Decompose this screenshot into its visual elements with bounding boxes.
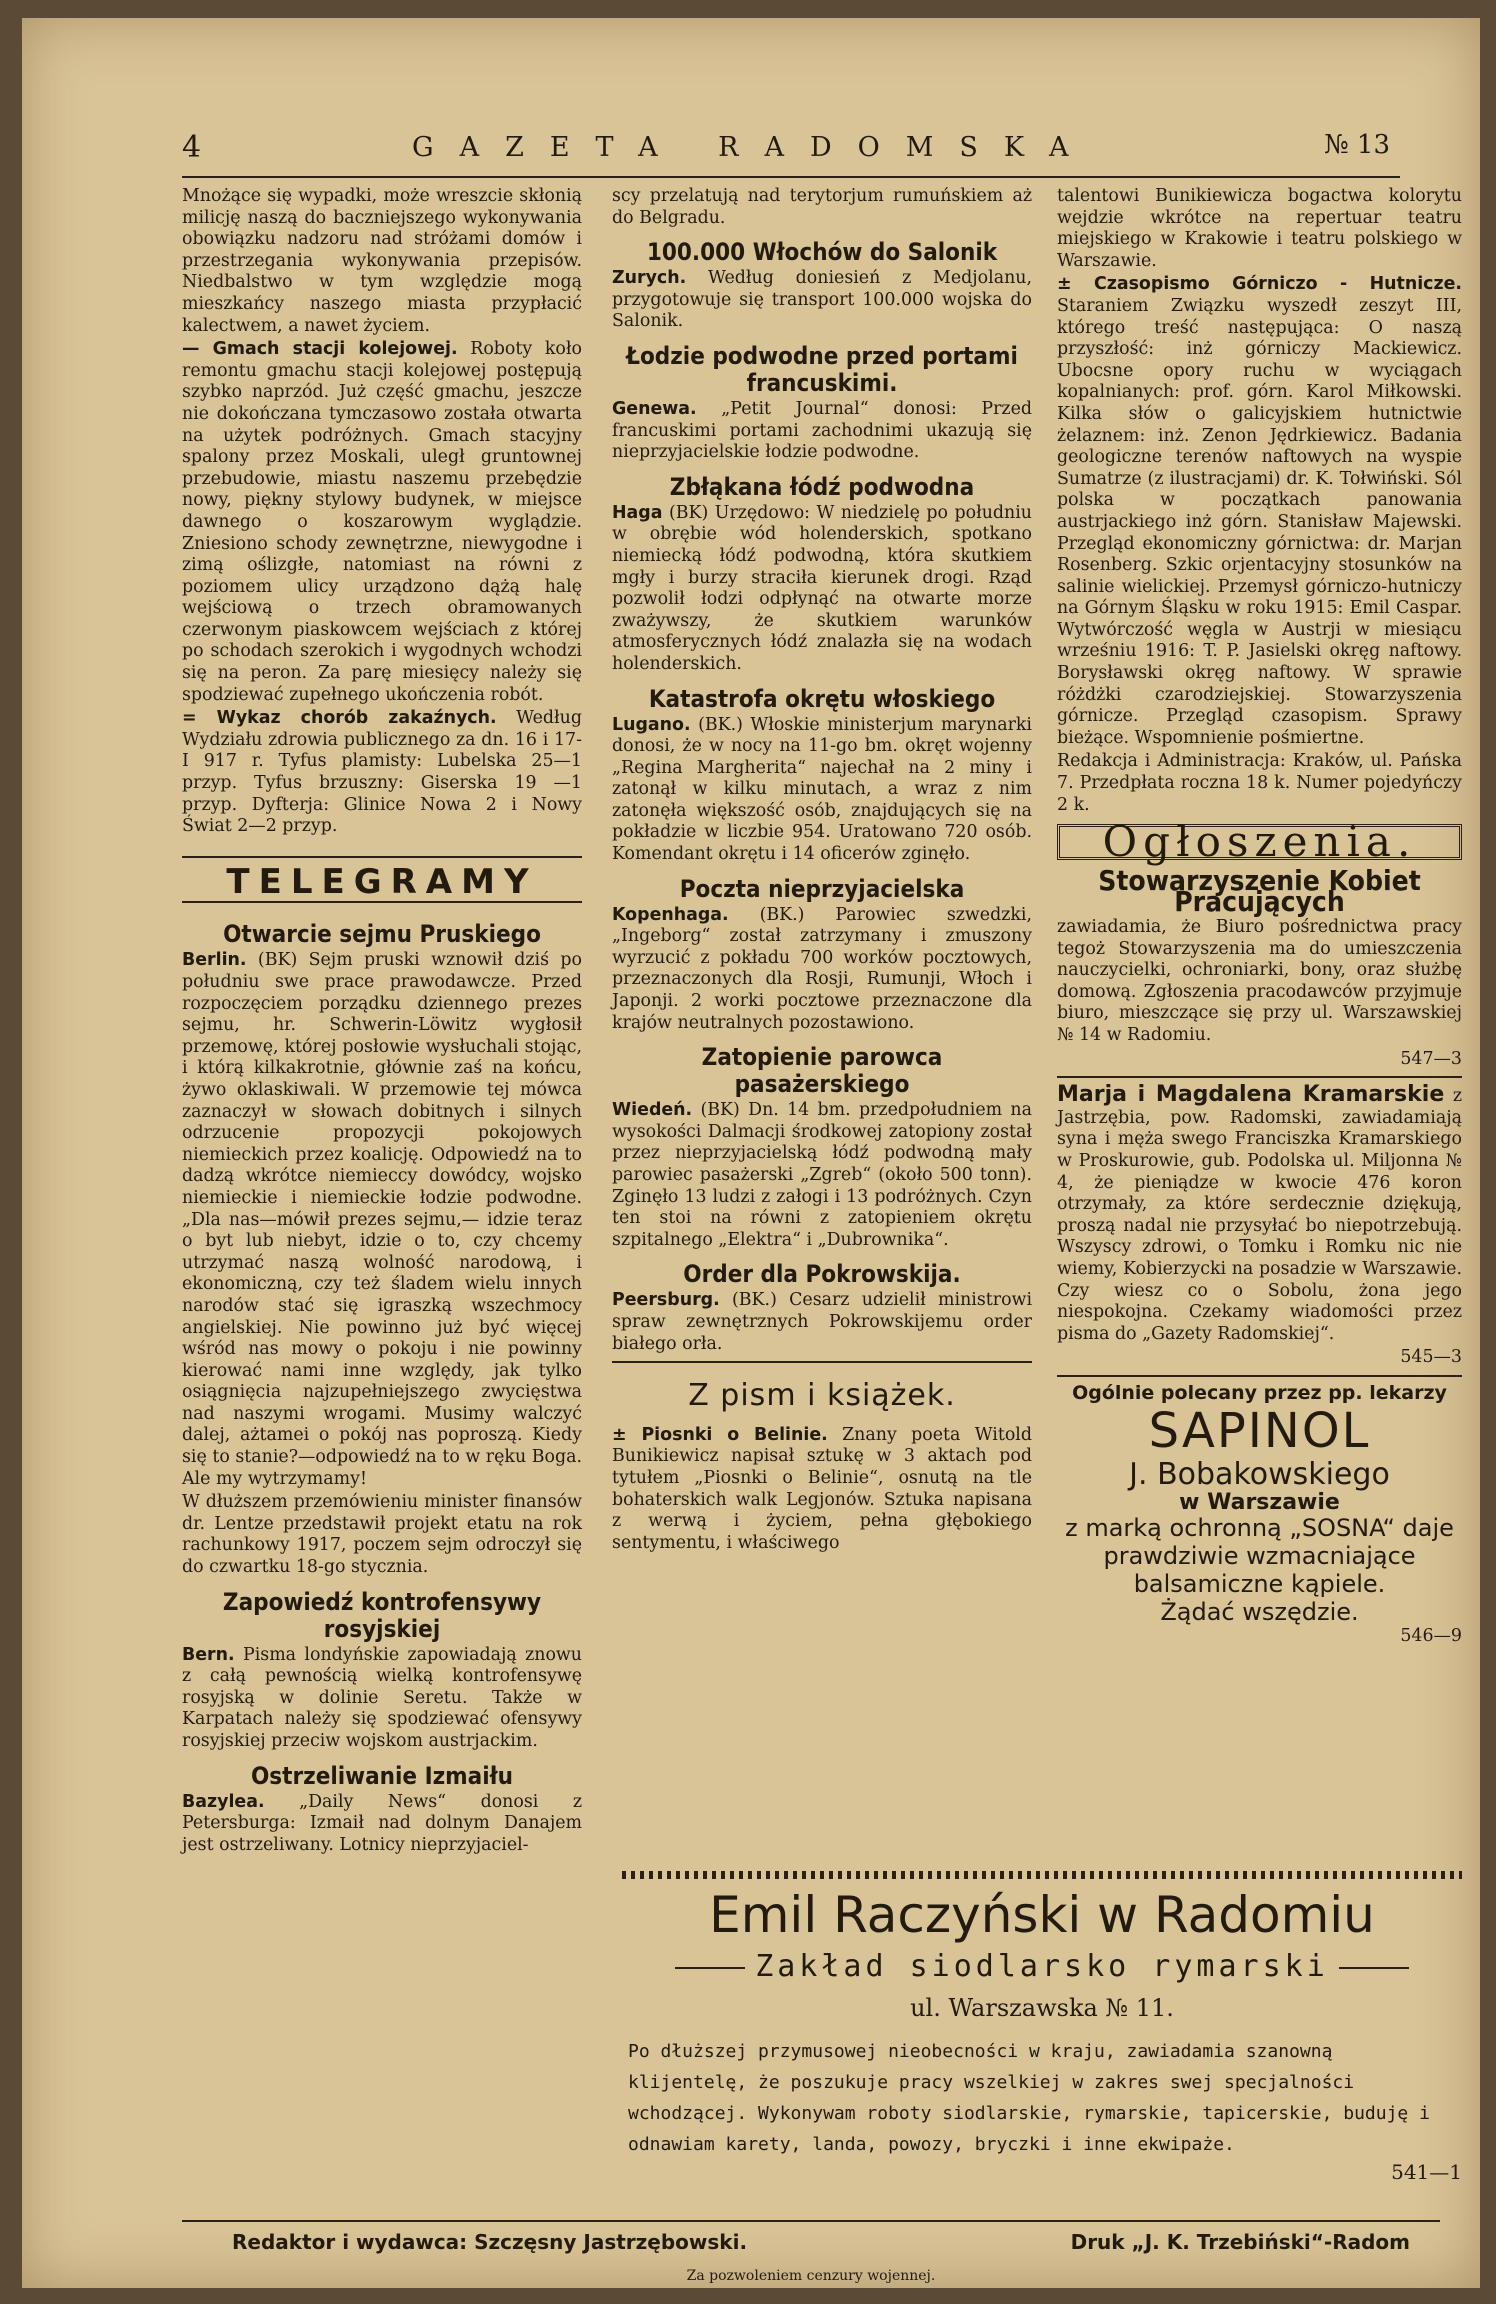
ad-line: J. Bobakowskiego <box>1129 1457 1390 1493</box>
article-text: talentowi Bunikiewicza bogactwa kolorytu wejdzie wkrótce na repertuar teatru miejskiego w Krakowie i teatru polskiego w Warszawie. <box>1057 186 1462 271</box>
ad-body: z Jastrzębia, pow. Radomski, zawiadamiają syna i męża swego Franciszka Kramarskiego w Proskurowie, gub. Podolska ul. Miljonna № 4, że pieniądze w kwocie 476 koron otrzymały, za które serdecznie dziękują, proszą nadal nie przysyłać bo niepotrzebują. Wszyscy zdrowi, o Tomku i Romku nic nie wiemy, Kobierzycki na posadzie w Warszawie. Czy wiesz co o Sobolu, żona jego niespokojna. Czekamy wiadomości przez pisma do „Gazety Radomskiej“. <box>1057 1086 1463 1344</box>
headline: Łodzie podwodne przed portami francuskimi. <box>626 341 1018 397</box>
article-text <box>182 1645 582 1753</box>
column-3 <box>1057 186 1462 1648</box>
decorative-bar <box>1339 1967 1409 1969</box>
ad-brand: SAPINOL <box>1148 1403 1371 1460</box>
headline: Katastrofa okrętu włoskiego <box>648 684 996 713</box>
headline: Ostrzeliwanie Izmaiłu <box>250 1761 514 1790</box>
article-body: (BK) Urzędowo: W niedzielę po południu w obrębie wód holenderskich, spotkano niemiecką łódź podwodną, która skutkiem mgły i burzy straciła kierunek drogi. Rząd pozwolił łodzi odpłynąć na otwarte morze zważywszy, że skutkiem warunków atmosferycznych łódź znalazła się na wodach holenderskich. <box>612 502 1032 674</box>
article-lead: — Gmach stacji kolejowej. <box>182 339 458 360</box>
ad-address: ul. Warszawska № 11. <box>910 1994 1174 2022</box>
ad-text: zawiadamia, że Biuro pośrednictwa pracy tegoż Stowarzyszenia ma do umieszczenia nauczycielki, ochroniarki, bony, oraz służbę domową. Zgłoszenia pracodawców przyjmuje biuro, mieszczące się przy ul. Warszawskiej № 14 w Radomiu. <box>1057 917 1462 1045</box>
sapinol-ad <box>1057 1383 1462 1648</box>
article-body: (BK.) Cesarz udzielił ministrowi spraw zewnętrznych Pokrowskijemu order białego orła. <box>612 1290 1033 1354</box>
ad-ref-number: 547—3 <box>1400 1048 1462 1069</box>
article-body: Według doniesień z Medjolanu, przygotowuje się transport 100.000 wojska do Salonik. <box>612 268 1033 332</box>
ad-text: Po dłuższej przymusowej nieobecności w kraju, zawiadamia szanowną klijentelę, że poszukuje pracy wszelkiej w zakres swej specjalności wchodzącej. Wykonywam roboty siodlarskie, rymarskie, tapicerskie, buduję i odnawiam karety, landa, powozy, bryczki i inne ekwipaże. <box>628 2041 1430 2155</box>
ad-ref-number: 545—3 <box>1400 1347 1462 1368</box>
issue-number: № 13 <box>1324 130 1390 160</box>
article-text: scy przelatują nad terytorjum rumuńskiem aż do Belgradu. <box>612 186 1032 228</box>
article-text <box>612 503 1032 676</box>
ad-ref-number: 546—9 <box>1400 1626 1462 1647</box>
article-text <box>182 1792 582 1857</box>
article-lead: = Wykaz chorób zakaźnych. <box>182 708 497 729</box>
headline: Zbłąkana łódź podwodna <box>669 472 975 501</box>
dateline: Bazylea. <box>182 1791 265 1812</box>
article-lead: ± Piosnki o Belinie. <box>612 1424 828 1445</box>
printer-credit: Druk „J. K. Trzebiński“-Radom <box>1070 2230 1410 2254</box>
article-text: Mnożące się wypadki, może wreszcie skłonią milicję naszą do baczniejszego wykonywania obowiązku nadzoru nad stróżami domów i przestrzegania wykonywania przepisów. Niedbalstwo w tym względzie mogą mieszkańcy naszego miasta przypłacić kalectwem, a nawet życiem. <box>182 186 582 336</box>
article-text: W dłuższem przemówieniu minister finansów dr. Lentze przedstawił projekt etatu na rok rachunkowy 1917, poczem sejm odroczył się do czwartku 18-go stycznia. <box>182 1492 582 1578</box>
page-number: 4 <box>182 130 202 165</box>
header-rule <box>182 176 1400 178</box>
article-lead: ± Czasopismo Górniczo - Hutnicze. <box>1057 274 1462 295</box>
ad-name: Emil Raczyński w Radomiu <box>709 1886 1375 1944</box>
ad-line: z marką ochronną „SOSNA“ daje prawdziwie wzmacniające balsamiczne kąpiele. <box>1065 1514 1454 1599</box>
dateline: Kopenhaga. <box>612 904 729 925</box>
article-text <box>182 950 582 1490</box>
divider <box>1057 1375 1462 1377</box>
article-body: Według Wydziału zdrowia publicznego za dn. 16 i 17-I 917 r. Tyfus plamisty: Lubelska 25—1 przyp. Tyfus brzuszny: Giserska 19 —1 przyp. Dyfterja: Glinice Nowa 2 i Nowy Świat 2—2 przyp. <box>182 708 583 837</box>
dateline: Lugano. <box>612 714 691 735</box>
divider <box>612 1361 1032 1363</box>
headline: Otwarcie sejmu Pruskiego <box>223 920 541 949</box>
article-text <box>612 1290 1032 1355</box>
article-body: (BK.) Włoskie ministerjum marynarki donosi, że w nocy na 11-go bm. okręt wojenny „Regina Margherita“ najechał na 2 miny i zatonął w kilku minutach, a wraz z nim zatonęła większość osób, znajdujących się na pokładzie w liczbie 954. Uratowano 720 osób. Komendant okrętu i 14 oficerów zginęło. <box>612 714 1032 865</box>
article-body: Roboty koło remontu gmachu stacji kolejowej postępują szybko naprzód. Już część gmachu, jeszcze nie dokończana tymczasowo została otwarta na użytek podróżnych. Gmach stacyjny spalony przez Moskali, uległ gruntownej przebudowie, miastu naszemu przebędzie nowy, piękny stylowy budynek, w miejsce dawnego o koszarowym wyglądzie. Zniesiono schody zewnętrzne, niewygodne i zimą oślizgłe, natomiast na równi z poziomem ulicy urządzono dążą halę wejściową o trzech obramowanych czerwonym piaskowcem wejściach z której po schodach szerokich i wygodnych wchodzi się na peron. Za parę miesięcy należy się spodziewać zupełnego ukończenia robót. <box>182 339 582 705</box>
article-body: „Daily News“ donosi z Petersburga: Izmaił nad dolnym Danajem jest ostrzeliwany. Lotnicy nieprzyjaciel- <box>182 1791 582 1855</box>
dateline: Haga <box>612 502 663 523</box>
censorship-note: Za pozwoleniem cenzury wojennej. <box>686 2268 936 2284</box>
article-body: Staraniem Związku wyszedł zeszyt III, którego treść następująca: O naszą przyszłość: inż górniczy Mackiewicz. Ubocsne opory ruchu w wyciągach kopalnianych: prof. górn. Karol Miłkowski. Kilka słów o galicyjskiem hutnictwie żelaznem: inż. Zenon Jędrkiewicz. Badania geologiczne terenów naftowych na wyspie Sumatrze (z ilustracjami) dr. K. Tołwiński. Sól polska w początkach panowania austrjackiego inż górn. Stanisław Majewski. Przegląd ekonomiczny górnictwa: dr. Marjan Rosenberg. Szkic orjentacyjny stosunków na salinie wielickiej. Przemysł górniczo-hutniczy na Górnym Śląsku w roku 1915: Emil Caspar. Wytwórczość węgla w Austrji w miesiącu wrześniu 1916: T. P. Jasielski okręg naftowy. Borysławski okręg naftowy. W sprawie różdżki czarodziejskiej. Stowarzyszenia górnicze. Przegląd czasopism. Sprawy bieżące. Wspomnienie pośmiertne. <box>1057 295 1462 748</box>
section-title-ogloszenia: Ogłoszenia. <box>1057 824 1462 860</box>
headline: Zatopienie parowca pasażerskiego <box>701 1043 943 1099</box>
page-header <box>182 130 1440 170</box>
ad-title: Marja i Magdalena Kramarskie <box>1057 1082 1445 1108</box>
article-text <box>612 1100 1032 1251</box>
column-1 <box>182 186 582 1858</box>
article-body: Pisma londyńskie zapowiadają znowu z całą pewnością wielką kontrofensywę rosyjską w dolinie Seretu. Także w Karpatach należy się spodziewać ofensywy rosyjskiej przeciw wojskom austrjackim. <box>182 1644 582 1751</box>
divider <box>1057 1076 1462 1078</box>
article-body: (BK) Dn. 14 bm. przedpołudniem na wysokości Dalmacji środkowej zatopiony został przez nieprzyjacielską łódź podwodną mały parowiec pasażerski „Zgreb“ (około 500 tonn). Zginęło 13 ludzi z załogi i 13 podróżnych. Czyn ten stoi na równi z zatopieniem okrętu szpitalnego „Elektra“ i „Dubrownika“. <box>612 1100 1033 1250</box>
headline: Poczta nieprzyjacielska <box>679 874 965 903</box>
masthead: GAZETA RADOMSKA <box>412 132 1095 163</box>
headline: 100.000 Włochów do Salonik <box>646 238 998 267</box>
article-body: (BK) Sejm pruski wznowił dziś po południu swe prace prawodawcze. Przed rozpoczęciem porządku dziennego prezes sejmu, hr. Schwerin-Löwitz wygłosił przemowę, której posłowie wysłuchali stojąc, i którą kilkakrotnie, głównie zaś na końcu, żywo oklaskiwali. W przemowie tej mówca zaznaczył w słowach dobitnych i silnych odrzucenie propozycji pokojowych niemieckich przez koalicję. Odpowiedź na to dadzą wkrótce niemieccy dowódcy, wojsko niemieckie i niemieckie łodzie podwodne. „Dla nas—mówił prezes sejmu,— idzie teraz o byt lub niebyt, idzie o to, czy chcemy utrzymać naszą wolność narodową, i ekonomiczną, czy też śladem wielu innych narodów stać się igraszką wszechmocy angielskiej. Nie powinno już być więcej wśród nas mowy o pokoju i nie powinny kierować nami inne względy, jak tylko osiągnięcia najzupełniejszego zwycięstwa nad naszymi wrogami. Musimy walczyć dalej, ażtamei o pokój nas poproszą. Kiedy się to stanie?—odpowiedź na to w ręku Boga. Ale my wytrzymamy! <box>182 950 582 1489</box>
dateline: Zurych. <box>612 268 687 289</box>
headline: Order dla Pokrowskija. <box>683 1260 961 1289</box>
article-text <box>612 399 1032 464</box>
ad-line: Ogólnie polecany przez pp. lekarzy <box>1072 1381 1447 1404</box>
article-text <box>612 715 1032 866</box>
article-body: (BK.) Parowiec szwedzki, „Ingeborg“ został zatrzymany i zmuszony wyrzucić z pokładu 700 worków pocztowych, przeznaczonych dla Rosji, Rumunji, Włoch i Japonji. 2 worki pocztowe przeznaczone dla krajów neutralnych pozostawiono. <box>612 904 1033 1033</box>
article-text: Redakcja i Administracja: Kraków, ul. Pańska 7. Przedpłata roczna 18 k. Numer pojedyńczy 2 k. <box>1057 751 1462 815</box>
newspaper-page <box>22 18 1480 2288</box>
column-2 <box>612 186 1032 1556</box>
dateline: Genewa. <box>612 398 697 419</box>
section-title-telegramy: TELEGRAMY <box>182 856 582 904</box>
article-text <box>182 708 582 838</box>
dateline: Berlin. <box>182 950 247 971</box>
ad-line: Żądać wszędzie. <box>1160 1598 1359 1627</box>
decorative-bar <box>675 1967 745 1969</box>
article-text <box>612 268 1032 333</box>
article-text <box>612 1425 1032 1555</box>
headline: Zapowiedź kontrofensywy rosyjskiej <box>222 1587 542 1643</box>
article-body: Znany poeta Witold Bunikiewicz napisał sztukę w 3 aktach pod tytułem „Piosnki o Belinie“, osnutą na tle bohaterskich walk Legjonów. Sztuka napisana z werwą i życiem, pełna głębokiego sentymentu, i właściwego <box>612 1424 1032 1553</box>
article-body: „Petit Journal“ donosi: Przed francuskimi portami zachodnimi ukazują się nieprzyjacielskie łodzie podwodne. <box>612 398 1033 463</box>
ad-ref-number: 541—1 <box>1391 2160 1462 2184</box>
dateline: Wiedeń. <box>612 1100 693 1121</box>
raczynski-ad <box>622 1871 1462 2184</box>
article-text <box>182 339 582 706</box>
section-title-z-pism: Z pism i książek. <box>688 1378 956 1414</box>
editor-credit: Redaktor i wydawca: Szczęsny Jastrzębowski. <box>232 2230 748 2254</box>
article-text <box>1057 274 1462 749</box>
ad-title: Stowarzyszenie Kobiet Pracujących <box>1098 863 1421 919</box>
ad-subtitle <box>622 1949 1462 1984</box>
ad-line: w Warszawie <box>1179 1490 1340 1516</box>
dateline: Peersburg. <box>612 1290 720 1311</box>
ad-subtitle-text: Zakład siodlarsko rymarski <box>755 1949 1329 1984</box>
article-text <box>612 905 1032 1035</box>
ad-text <box>1057 1084 1462 1345</box>
dotted-border <box>622 1871 1462 1879</box>
dateline: Bern. <box>182 1644 235 1665</box>
page-footer <box>182 2220 1440 2284</box>
